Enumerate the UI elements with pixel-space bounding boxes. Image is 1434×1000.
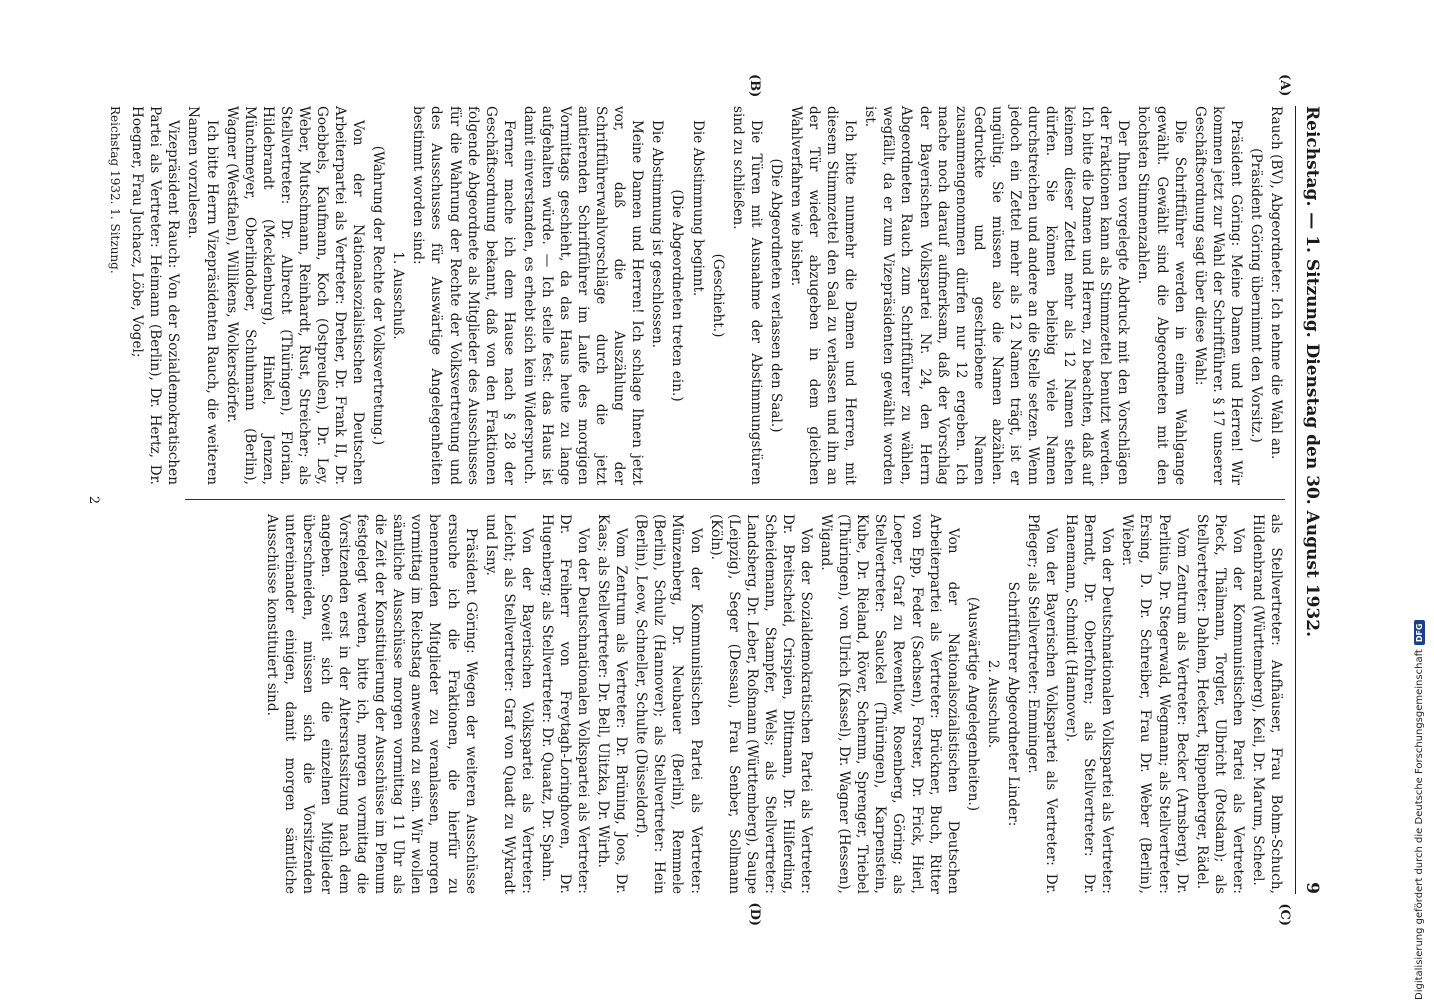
marker-d: (D)	[747, 902, 762, 926]
page-footer: Reichstag 1932. 1. Sitzung.	[108, 106, 123, 274]
paragraph: Vom Zentrum als Vertreter: Dr. Brüning, Joos, Dr. Kaas; als Stellvertreter: Dr. Bell, Ulitzka, Dr. Wirth.	[595, 514, 630, 894]
section-heading: 1. Ausschuß.	[390, 251, 407, 340]
stage-direction: (Die Abgeordneten verlassen den Saal.)	[767, 158, 784, 433]
header-page-number: 9	[1302, 882, 1322, 894]
section-heading: 2. Ausschuß.	[984, 659, 1001, 749]
paragraph: Von der Bayerischen Volkspartei als Vertreter: Leicht; als Stellvertreter: Graf von Quadt zu Wykradt und Isny.	[482, 514, 535, 894]
stage-direction: (Die Abgeordneten treten ein.)	[669, 189, 686, 402]
speaker-line: Schriftführer Abgeordneter Linder:	[1004, 581, 1021, 827]
paragraph: Von der Nationalsozialistischen Deutschen Arbeiterpartei als Vertreter: Brückner, Buch, Ritter von Epp, Feder (Sachsen), Forster, Dr. Frick, Hierl, Loeper, Graf zu Reventlow, Rosenberg, Göring; als Stellvertreter: Sauckel (Thüringen), Karpenstein, Kube, Dr. Rieland, Röver, Schemm, Sprenger, Triebel (Thüringen), von Ulrich (Kassel), Dr. Wagner (Hessen), Wigand.	[818, 514, 961, 894]
paragraph: Von der Deutschnationalen Volkspartei als Vertreter: Berndt, Dr. Oberfohren; als Stellvertreter: Dr. Hanemann, Schmidt (Hannover).	[1063, 514, 1116, 894]
paragraph: Vom Zentrum als Vertreter: Becker (Arnsberg), Dr. Perlitius, Dr. Stegerwald, Wegmann; als Stellvertreter: Ersing, D. Dr. Schreiber, Frau Dr. Weber (Berlin), Wieber.	[1119, 514, 1190, 894]
paragraph: Der Ihnen vorgelegte Abdruck mit den Vorschlägen der Fraktionen kann als Stimmzettel benutzt werden. Ich bitte die Damen und Herren, zu beachten, daß auf keinem dieser Zettel mehr als 12 Namen stehen dürfen. Sie können beliebig viele Namen durchstreichen und andere an die Stelle setzen. Wenn jedoch ein Zettel mehr als 12 Namen trägt, ist er ungültig. Sie müssen also die Namen abzählen. Gedruckte und geschriebene Namen zusammengenommen dürfen nur 12 ergeben. Ich mache noch darauf aufmerksam, daß der Vorschlag der Bayerischen Volkspartei Nr. 24, den Herrn Abgeordneten Rauch zum Schriftführer zu wählen, wegfällt, da er zum Vizepräsidenten gewählt worden ist.	[862, 106, 1132, 485]
paragraph: Von der Bayerischen Volkspartei als Vertreter: Dr. Pfleger; als Stellvertreter: Emminger.	[1024, 514, 1060, 894]
funding-note-text: Digitalisierung gefördert durch die Deutsche Forschungsgemeinschaft	[1414, 649, 1425, 1000]
paragraph: Die Abstimmung ist geschlossen.	[649, 120, 666, 349]
stage-direction: (Geschieht.)	[709, 253, 726, 338]
paragraph: Die Schriftführer werden in einem Wahlgange gewählt. Gewählt sind die Abgeordneten mit den höchsten Stimmenzahlen.	[1135, 106, 1188, 485]
paragraph: Ich bitte Herrn Vizepräsidenten Rauch, die weiteren Namen vorzulesen.	[185, 106, 220, 485]
section-subheading: (Auswärtige Angelegenheiten.)	[964, 596, 981, 812]
header-title: Reichstag. — 1. Sitzung. Dienstag den 30. August 1932.	[1302, 106, 1322, 638]
rotated-page	[72, 70, 1362, 930]
text-columns	[108, 106, 1285, 894]
paragraph: Von der Nationalsozialistischen Deutschen Arbeiterpartei als Vertreter: Dreher, Dr. Frank II, Dr. Goebbels, Kaufmann, Koch (Ostpreußen), Dr. Ley, Weber, Mutschmann, Reinhardt, Rust, Streicher; als Stellvertreter: Dr. Albrecht (Thüringen), Florian, Hildebrandt (Mecklenburg), Hinkel, Jenzen, Münchmeyer, Oberlindober, Schuhmann (Berlin), Wagner (Westfalen), Willikens, Wolkersdörfer.	[223, 106, 367, 485]
section-subheading: (Wahrung der Rechte der Volksvertretung.)	[370, 145, 387, 446]
paragraph: Vizepräsident Rauch: Von der Sozialdemokratischen Partei als Vertreter: Heimann (Berlin), Dr. Hertz, Dr. Hoegner, Frau Juchacz, Löbe, Vogel;	[129, 106, 182, 485]
marker-b: (B)	[747, 74, 762, 98]
paragraph: Ferner mache ich dem Hause nach § 28 der Geschäftsordnung bekannt, daß von den Fraktionen folgende Abgeordnete als Mitglieder des Ausschusses für die Wahrung der Rechte der Volksvertretung und des Ausschusses für Auswärtige Angelegenheiten bestimmt worden sind:	[410, 106, 517, 485]
right-column	[185, 500, 1285, 894]
paragraph: Ich bitte nunmehr die Damen und Herren, mit diesem Stimmzettel den Saal zu verlassen und ihn an der Tür wieder abzugeben in dem gleichen Wahlverfahren wie bisher.	[787, 106, 859, 485]
marker-c: (C)	[1277, 903, 1292, 926]
left-column	[108, 106, 1285, 500]
dfg-logo-icon: DFG	[1414, 620, 1425, 645]
paragraph: Die Türen mit Ausnahme der Abstimmungstüren sind zu schließen.	[729, 106, 764, 485]
paragraph: Rauch (BV), Abgeordneter: Ich nehme die Wahl an.	[1268, 106, 1284, 460]
paragraph: Die Abstimmung beginnt.	[689, 120, 706, 297]
paragraph: Von der Deutschnationalen Volkspartei als Vertreter: Dr. Freiherr von Freytagh-Loringhoven, Dr. Hugenberg; als Stellvertreter: Dr. Quaatz, Dr. Spahn.	[538, 514, 592, 894]
paragraph: Meine Damen und Herren! Ich schlage Ihnen jetzt vor, daß die Auszählung der Schriftführerwahlvorschläge durch die jetzt amtierenden Schriftführer im Laufe des morgigen Vormittags geschieht, da das Haus heute zu lange aufgehalten würde. — Ich stelle fest: das Haus ist damit einverstanden, es erhebt sich kein Widerspruch.	[520, 106, 646, 485]
page-header	[1295, 106, 1322, 894]
paragraph: Von der Sozialdemokratischen Partei als Vertreter: Dr. Breitscheid, Crispien, Dittmann, Dr. Hilferding, Scheidemann, Stampfer, Wels; als Stellvertreter: Landsberg, Dr. Leber, Roßmann (Württemberg), Saupe (Leipzig), Seger (Dessau), Frau Senber, Sollmann (Köln).	[707, 514, 815, 894]
funding-note	[1414, 280, 1425, 1000]
paragraph: als Stellvertreter: Aufhäuser, Frau Bohm-Schuch, Hildenbrand (Württemberg), Keil, Dr. Marum, Scheel.	[1249, 514, 1284, 894]
page-number: 2	[86, 495, 101, 505]
paragraph: Von der Kommunistischen Partei als Vertreter: Pieck, Thälmann, Torgler, Ulbricht (Potsdam); als Stellvertreter: Dahlem, Heckert, Rippenberger, Rädel.	[1193, 514, 1246, 894]
stage-direction: (Präsident Göring übernimmt den Vorsitz.)	[1247, 148, 1264, 443]
paragraph: Präsident Göring: Wegen der weiteren Ausschüsse ersuche ich die Fraktionen, die hierfür zu benennenden Mitglieder zu veranlassen, morgen vormittag im Reichstag anwesend zu sein. Wir wollen sämtliche Ausschüsse morgen vormittag 11 Uhr als die Zeit der Konstituierung der Ausschüsse im Plenum festgelegt werden, bitte ich, morgen vormittag die Vorsitzenden erst in der Altersratssitzung nach dem angeben. Soweit sich die einzelnen Mitglieder überschneiden, müssen sich die Vorsitzenden untereinander einigen, damit morgen sämtliche Ausschüsse konstituiert sind.	[263, 514, 479, 894]
marker-a: (A)	[1277, 74, 1292, 97]
paragraph: Präsident Göring: Meine Damen und Herren! Wir kommen jetzt zur Wahl der Schriftführer. § 17 unserer Geschäftsordnung sagt über diese Wahl:	[1191, 106, 1244, 485]
paragraph: Von der Kommunistischen Partei als Vertreter: Münzenberg, Dr. Neubauer (Berlin), Remmele (Berlin), Schulz (Hannover); als Stellvertreter: Hein (Berlin), Leow, Schneller, Schulte (Düsseldorf).	[633, 514, 704, 894]
